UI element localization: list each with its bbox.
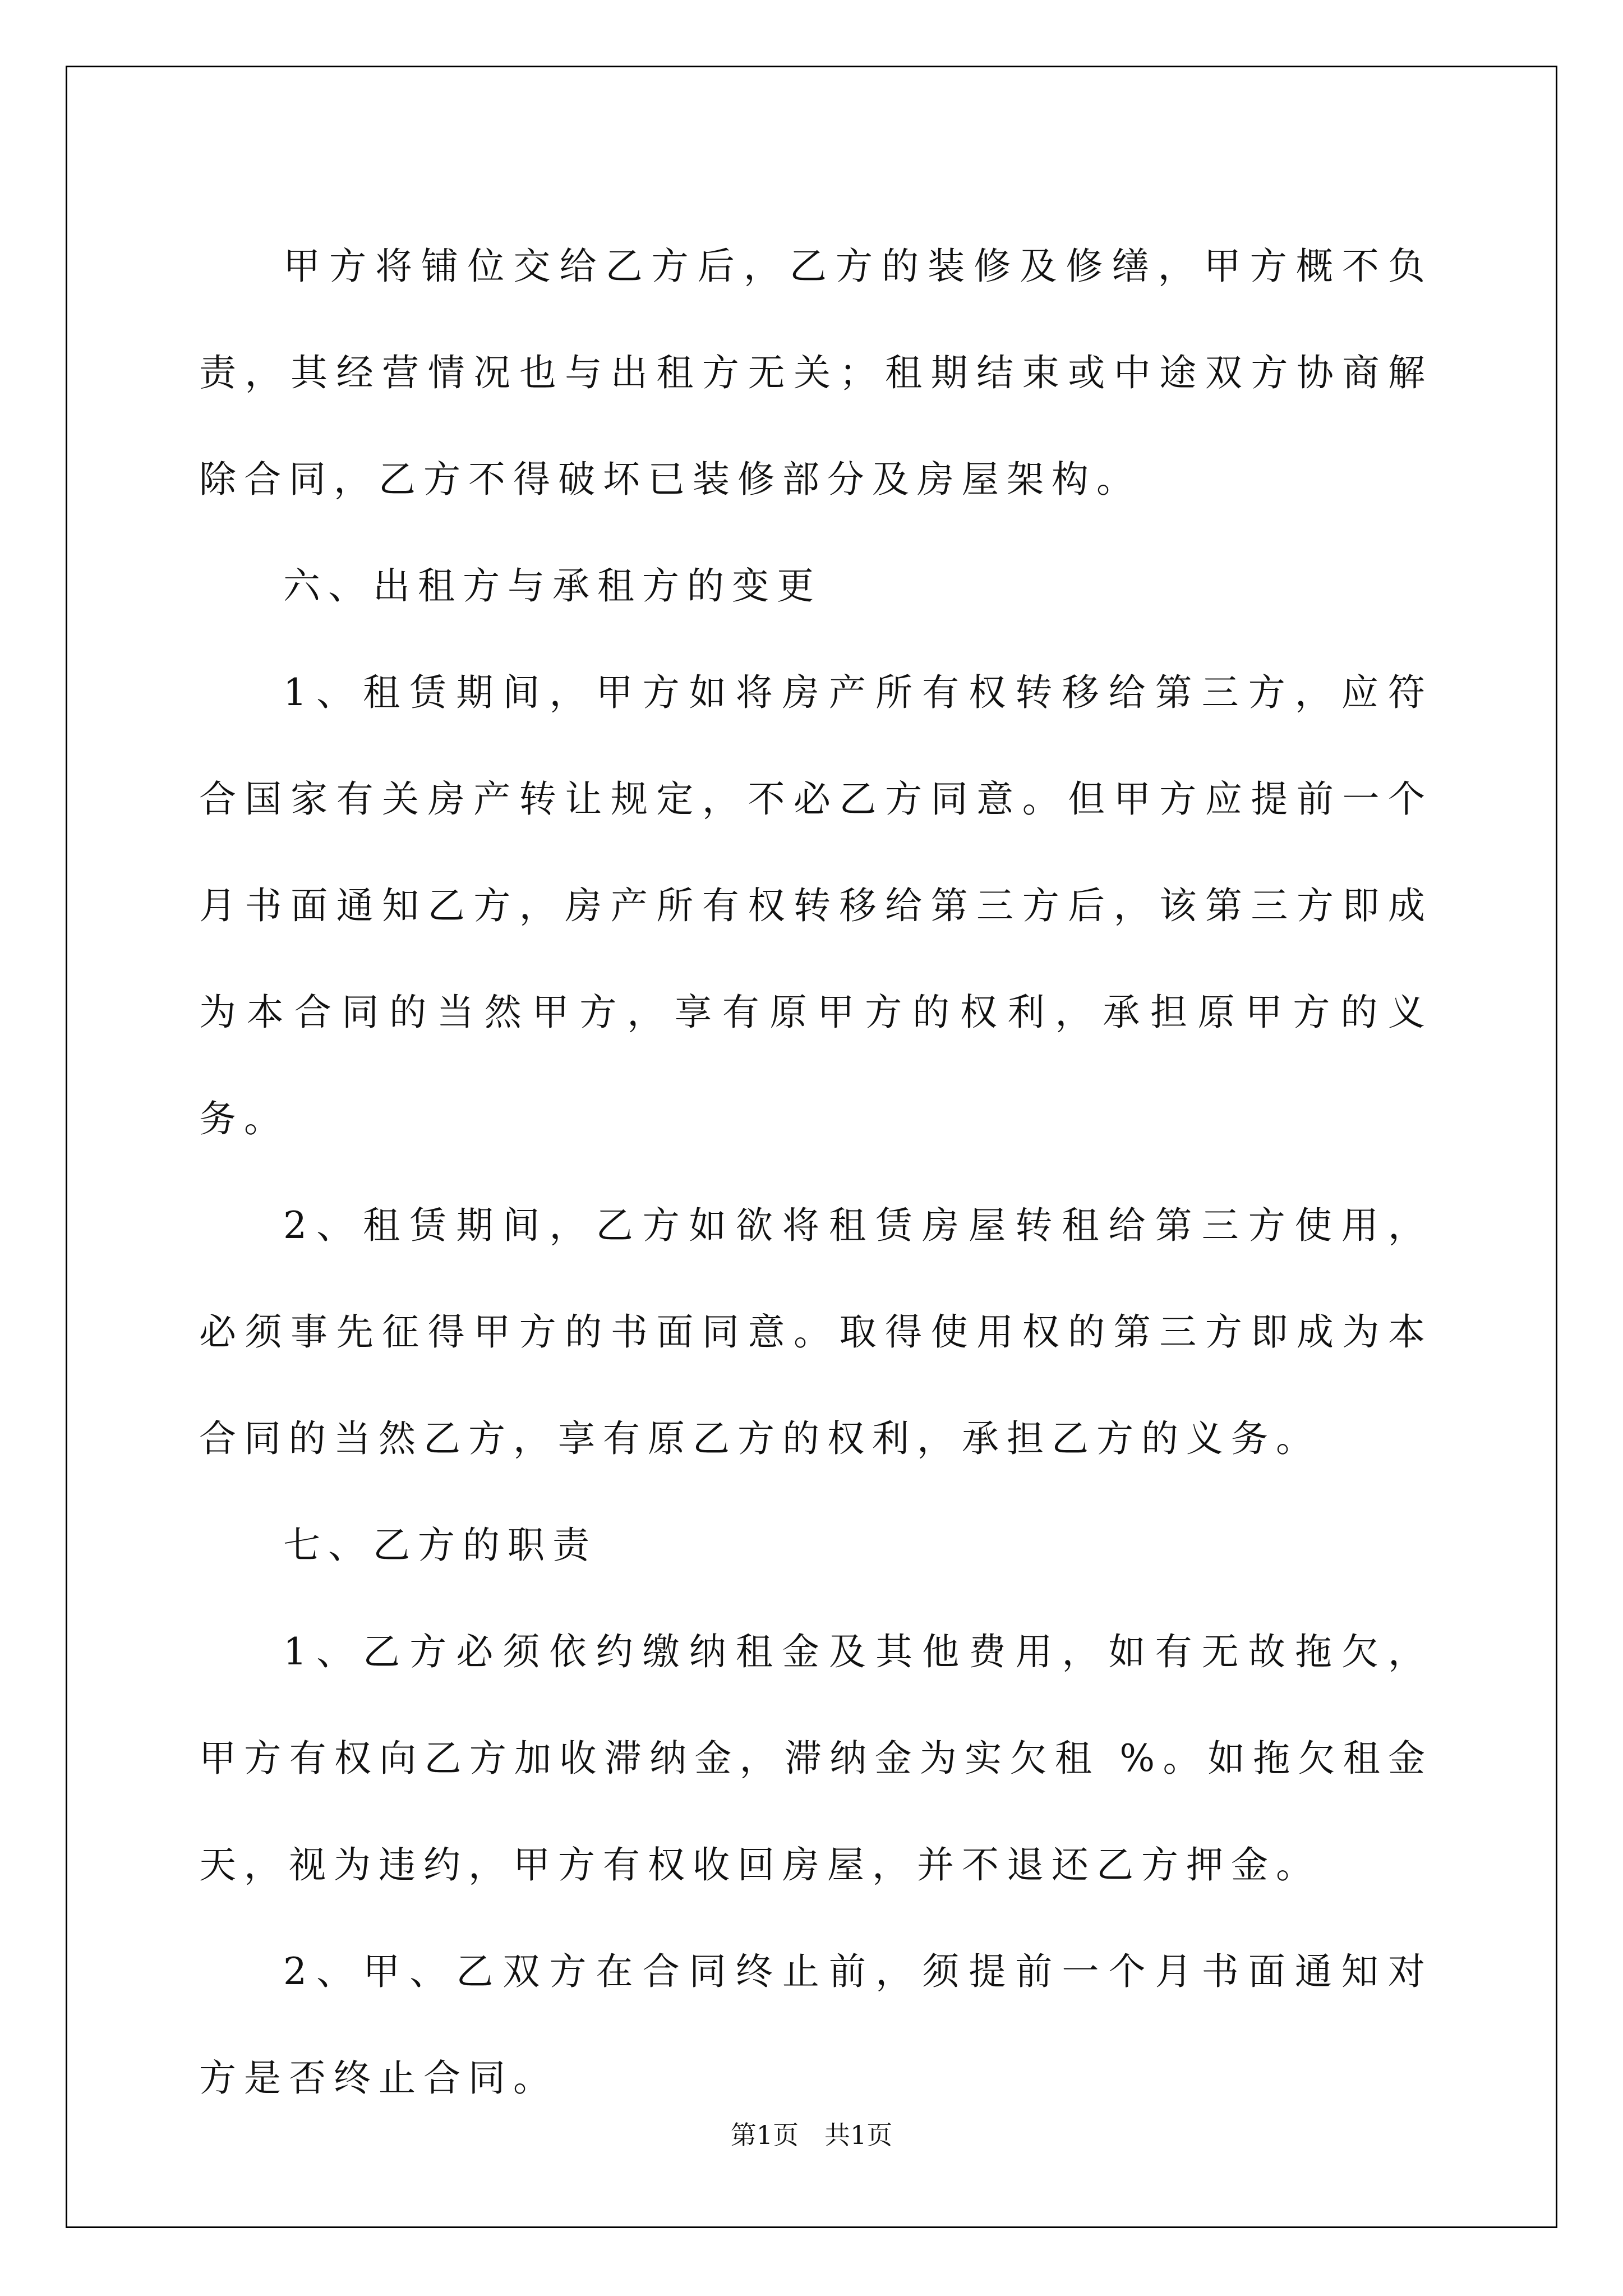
section-heading: 六、出租方与承租方的变更 bbox=[283, 564, 822, 608]
document-body bbox=[199, 213, 1453, 2132]
paragraph: 甲方将铺位交给乙方后，乙方的装修及修缮，甲方概不负责，其经营情况也与出租方无关；租期结束或中途双方协商解除合同，乙方不得破坏已装修部分及房屋架构。 bbox=[199, 245, 1433, 501]
paragraph: 1、租赁期间，甲方如将房产所有权转移给第三方，应符合国家有关房产转让规定，不必乙方同意。但甲方应提前一个月书面通知乙方，房产所有权转移给第三方后，该第三方即成为本合同的当然甲方，享有原甲方的权利，承担原甲方的义务。 bbox=[199, 671, 1433, 1140]
page-number: 第1页 共1页 bbox=[730, 2120, 893, 2150]
paragraph: 1、乙方必须依约缴纳租金及其他费用，如有无故拖欠，甲方有权向乙方加收滞纳金，滞纳金为实欠租 %。如拖欠租金 天，视为违约，甲方有权收回房屋，并不退还乙方押金。 bbox=[199, 1630, 1453, 1887]
paragraph: 2、租赁期间，乙方如欲将租赁房屋转租给第三方使用，必须事先征得甲方的书面同意。取得使用权的第三方即成为本合同的当然乙方，享有原乙方的权利，承担乙方的义务。 bbox=[199, 1204, 1433, 1460]
section-heading: 七、乙方的职责 bbox=[283, 1524, 597, 1567]
paragraph: 2、甲、乙双方在合同终止前，须提前一个月书面通知对方是否终止合同。 bbox=[199, 1950, 1433, 2100]
